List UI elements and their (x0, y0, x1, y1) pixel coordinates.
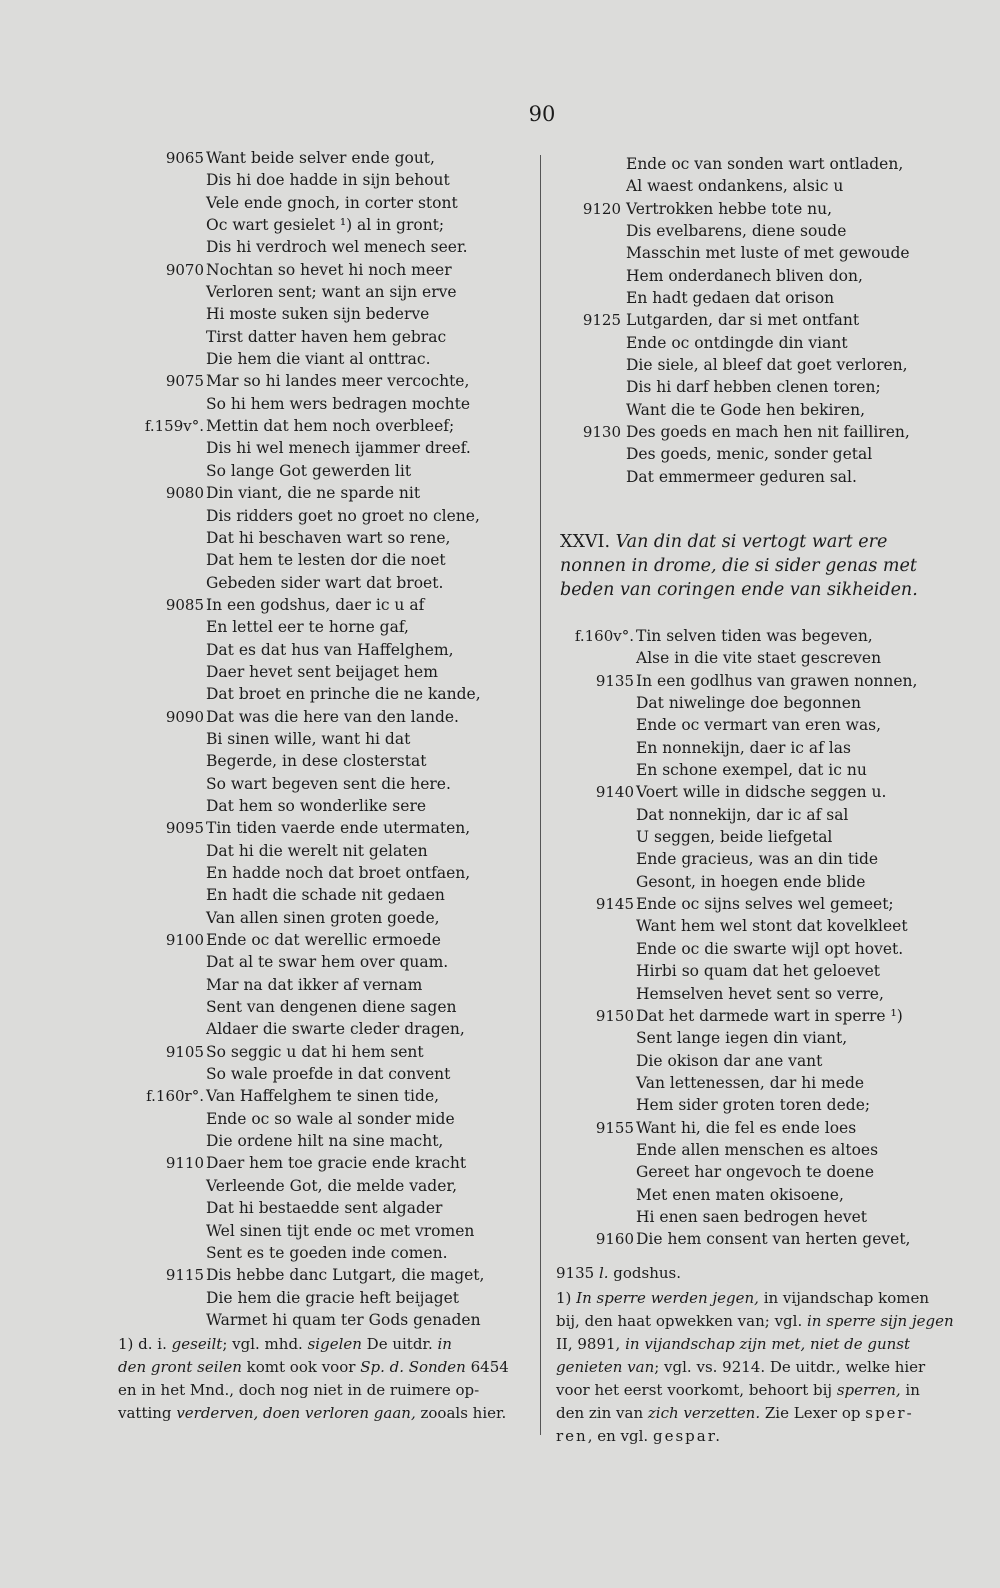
verse-line (118, 437, 518, 459)
verse-line (548, 220, 948, 242)
verse-line (548, 242, 948, 264)
verse-line (118, 393, 518, 415)
verse-line (118, 348, 518, 370)
verse-text: Die siele, al bleef dat goet verloren, (626, 356, 908, 375)
verse-line (118, 1130, 518, 1152)
verse-text: Want hem wel stont dat kovelkleet (636, 917, 908, 936)
verse-line (548, 781, 948, 803)
verse-line (118, 549, 518, 571)
verse-number: 9160 (595, 1230, 634, 1249)
verse-text: Dis hi doe hadde in sijn behout (206, 171, 450, 190)
verse-line (118, 661, 518, 683)
chapter-title-line: nonnen in drome, die si sider genas met (560, 556, 917, 576)
verse-line (548, 983, 948, 1005)
verse-number: 9110 (165, 1154, 204, 1173)
verse-line (548, 443, 948, 465)
verse-line (548, 737, 948, 759)
verse-line (548, 670, 948, 692)
verse-line (118, 214, 518, 236)
verse-text: Die okison dar ane vant (636, 1051, 823, 1070)
verse-line (548, 714, 948, 736)
verse-line (118, 1041, 518, 1063)
verse-text: Bi sinen wille, want hi dat (206, 729, 411, 748)
verse-text: Ende oc sijns selves wel gemeet; (636, 895, 894, 914)
verse-number: 9150 (595, 1006, 634, 1025)
verse-line (548, 938, 948, 960)
verse-text: Want die te Gode hen bekiren, (626, 400, 866, 419)
verse-text: Verleende Got, die melde vader, (206, 1176, 458, 1195)
verse-text: Hemselven hevet sent so verre, (636, 984, 884, 1003)
verse-line (118, 840, 518, 862)
verse-text: Alse in die vite staet gescreven (636, 649, 882, 668)
footnote-line: 1) d. i. geseilt; vgl. mhd. sigelen De uitdr. in (118, 1335, 452, 1353)
verse-text: Dat es dat hus van Haffelghem, (206, 640, 454, 659)
verse-number: 9080 (165, 484, 204, 503)
verse-line (548, 1027, 948, 1049)
verse-text: Hirbi so quam dat het geloevet (636, 962, 881, 981)
verse-line (548, 647, 948, 669)
verse-line (118, 1018, 518, 1040)
verse-line (118, 728, 518, 750)
verse-text: So seggic u dat hi hem sent (206, 1042, 424, 1061)
verse-text: En hadt gedaen dat orison (626, 289, 835, 308)
left-column (118, 147, 518, 1331)
verse-number: 9155 (595, 1118, 634, 1137)
footnote-line: den gront seilen komt ook voor Sp. d. Sonden 6454 (118, 1358, 509, 1376)
verse-text: Warmet hi quam ter Gods genaden (206, 1310, 481, 1329)
verse-line (118, 281, 518, 303)
verse-text: Dat hem te lesten dor die noet (206, 551, 446, 570)
chapter-title-line: beden van coringen ende van sikheiden. (560, 580, 918, 600)
verse-text: Al waest ondankens, alsic u (626, 177, 844, 196)
verse-text: Dat hem so wonderlike sere (206, 796, 427, 815)
verse-line (118, 817, 518, 839)
verse-text: So wale proefde in dat convent (206, 1065, 451, 1084)
verse-line (118, 192, 518, 214)
verse-text: U seggen, beide liefgetal (636, 828, 833, 847)
verse-line (548, 399, 948, 421)
verse-text: Die ordene hilt na sine macht, (206, 1132, 444, 1151)
verse-text: Gereet har ongevoch te doene (636, 1163, 875, 1182)
verse-text: Hem sider groten toren dede; (636, 1096, 871, 1115)
verse-text: Sent es te goeden inde comen. (206, 1243, 448, 1262)
verse-line (118, 147, 518, 169)
verse-text: Met enen maten okisoene, (636, 1185, 844, 1204)
verse-line (118, 505, 518, 527)
verse-line (118, 996, 518, 1018)
verse-line (118, 1085, 518, 1107)
verse-text: Dis hi darf hebben clenen toren; (626, 378, 881, 397)
verse-line (118, 1264, 518, 1286)
verse-text: Hi enen saen bedrogen hevet (636, 1207, 867, 1226)
verse-text: Ende oc die swarte wijl opt hovet. (636, 939, 904, 958)
right-column-bottom (548, 625, 948, 1251)
verse-number: 9075 (165, 372, 204, 391)
verse-line (548, 1184, 948, 1206)
verse-line (548, 1139, 948, 1161)
verse-line (548, 287, 948, 309)
verse-line (118, 259, 518, 281)
verse-number: 9065 (165, 149, 204, 167)
verse-text: Die hem consent van herten gevet, (636, 1230, 911, 1249)
verse-text: Van allen sinen groten goede, (206, 908, 440, 927)
verse-number: f.160r°. (146, 1087, 204, 1106)
verse-line (548, 848, 948, 870)
verse-number: 9120 (582, 199, 621, 218)
verse-text: Tin tiden vaerde ende utermaten, (206, 819, 471, 838)
verse-text: Sent lange iegen din viant, (636, 1029, 848, 1048)
verse-line (118, 706, 518, 728)
verse-text: Nochtan so hevet hi noch meer (206, 260, 452, 279)
verse-line (118, 370, 518, 392)
verse-line (548, 354, 948, 376)
verse-line (118, 929, 518, 951)
verse-line (548, 871, 948, 893)
verse-line (548, 1228, 948, 1250)
footnote-line: ren, en vgl. gespar. (556, 1427, 722, 1445)
verse-text: En lettel eer te horne gaf, (206, 618, 409, 637)
verse-line (548, 1005, 948, 1027)
verse-line (118, 1309, 518, 1331)
verse-text: En hadt die schade nit gedaen (206, 886, 445, 905)
page-number: 90 (528, 102, 556, 126)
column-divider (540, 155, 541, 1435)
verse-line (118, 572, 518, 594)
chapter-title-line: XXVI. Van din dat si vertogt wart ere (560, 532, 888, 552)
verse-number: 9145 (595, 895, 634, 914)
verse-text: Gesont, in hoegen ende blide (636, 872, 866, 891)
verse-line (118, 482, 518, 504)
verse-line (548, 265, 948, 287)
verse-text: Des goeds en mach hen nit failliren, (626, 423, 910, 442)
verse-number: f.160v°. (574, 627, 634, 645)
verse-text: Dis hi verdroch wel menech seer. (206, 238, 468, 257)
verse-text: So lange Got gewerden lit (206, 461, 412, 480)
verse-line (548, 153, 948, 175)
verse-text: Sent van dengenen diene sagen (206, 998, 457, 1017)
verse-text: En schone exempel, dat ic nu (636, 761, 867, 780)
verse-text: In een godlhus van grawen nonnen, (636, 671, 918, 690)
verse-text: Voert wille in didsche seggen u. (636, 783, 887, 802)
verse-text: Vele ende gnoch, in corter stont (206, 193, 458, 212)
verse-line (118, 1197, 518, 1219)
left-footnote (118, 1333, 508, 1425)
verse-line (548, 1072, 948, 1094)
verse-text: Dat hi beschaven wart so rene, (206, 528, 451, 547)
verse-text: Din viant, die ne sparde nit (206, 484, 421, 503)
verse-line (118, 1175, 518, 1197)
verse-line (548, 1050, 948, 1072)
verse-number: 9140 (595, 783, 634, 802)
verse-number: 9090 (165, 707, 204, 726)
verse-text: En hadde noch dat broet ontfaen, (206, 864, 471, 882)
verse-line (118, 616, 518, 638)
verse-text: Van Haffelghem te sinen tide, (206, 1087, 440, 1106)
verse-text: Dat niwelinge doe begonnen (636, 694, 861, 713)
verse-text: Hi moste suken sijn bederve (206, 305, 430, 324)
verse-line (548, 915, 948, 937)
footnote-line: 9135 l. godshus. (556, 1264, 682, 1282)
verse-text: Dat het darmede wart in sperre ¹) (636, 1006, 903, 1025)
verse-text: Mar so hi landes meer vercochte, (206, 372, 470, 391)
verse-number: 9100 (165, 931, 204, 950)
verse-line (118, 460, 518, 482)
verse-line (118, 683, 518, 705)
verse-number: 9105 (165, 1042, 204, 1061)
verse-line (118, 1242, 518, 1264)
verse-number: 9095 (165, 819, 204, 838)
verse-text: Mar na dat ikker af vernam (206, 975, 423, 994)
right-footnote (556, 1262, 956, 1448)
verse-text: Ende oc ontdingde din viant (626, 333, 848, 352)
verse-line (548, 466, 948, 488)
verse-text: Vertrokken hebbe tote nu, (626, 199, 833, 218)
verse-text: Dat al te swar hem over quam. (206, 953, 449, 972)
verse-line (548, 421, 948, 443)
chapter-numeral: XXVI. (560, 532, 611, 552)
verse-text: Ende oc vermart van eren was, (636, 716, 882, 735)
verse-line (548, 826, 948, 848)
footnote-line: genieten van; vgl. vs. 9214. De uitdr., welke hier (556, 1358, 926, 1376)
footnote-line: voor het eerst voorkomt, behoort bij sperren, in (556, 1381, 920, 1399)
verse-line (548, 1161, 948, 1183)
verse-text: Dat emmermeer geduren sal. (626, 467, 857, 486)
verse-line (548, 625, 948, 647)
verse-number: f.159v°. (144, 417, 204, 436)
verse-text: Dat broet en prinche die ne kande, (206, 685, 481, 704)
verse-line (548, 1206, 948, 1228)
verse-text: Des goeds, menic, sonder getal (626, 445, 873, 464)
verse-text: Ende oc van sonden wart ontladen, (626, 155, 904, 173)
verse-line (118, 169, 518, 191)
verse-text: Oc wart gesielet ¹) al in gront; (206, 216, 445, 235)
verse-text: Dat hi bestaedde sent algader (206, 1199, 443, 1218)
verse-number: 9135 (595, 671, 634, 690)
verse-line (548, 893, 948, 915)
verse-text: Wel sinen tijt ende oc met vromen (206, 1221, 475, 1240)
verse-number: 9070 (165, 260, 204, 279)
verse-text: Die hem die viant al onttrac. (206, 350, 431, 369)
footnote-line: den zin van zich verzetten. Zie Lexer op sper- (556, 1404, 914, 1422)
footnote-line: en in het Mnd., doch nog niet in de ruimere op- (118, 1381, 480, 1399)
verse-line (118, 951, 518, 973)
verse-line (118, 415, 518, 437)
verse-line (118, 527, 518, 549)
verse-line (118, 594, 518, 616)
verse-line (118, 1152, 518, 1174)
verse-line (548, 759, 948, 781)
verse-text: Daer hevet sent beijaget hem (206, 662, 438, 681)
verse-line (118, 1220, 518, 1242)
footnote-line: II, 9891, in vijandschap zijn met, niet de gunst (556, 1335, 911, 1353)
verse-line (548, 376, 948, 398)
verse-line (118, 1063, 518, 1085)
verse-line (548, 1094, 948, 1116)
verse-line (548, 332, 948, 354)
verse-text: Want beide selver ende gout, (206, 149, 435, 167)
verse-line (548, 1117, 948, 1139)
footnote-line: bij, den haat opwekken van; vgl. in sperre sijn jegen (556, 1312, 954, 1330)
chapter-heading (560, 530, 960, 602)
verse-line (548, 309, 948, 331)
verse-line (118, 773, 518, 795)
verse-text: Dis evelbarens, diene soude (626, 222, 847, 241)
verse-number: 9130 (582, 423, 621, 442)
verse-text: Dat nonnekijn, dar ic af sal (636, 805, 849, 824)
verse-text: Masschin met luste of met gewoude (626, 244, 910, 263)
verse-line (118, 639, 518, 661)
verse-text: Dat was die here van den lande. (206, 707, 459, 726)
verse-number: 9125 (582, 311, 621, 330)
verse-line (118, 303, 518, 325)
verse-line (118, 326, 518, 348)
verse-line (118, 862, 518, 884)
verse-text: So hi hem wers bedragen mochte (206, 394, 471, 413)
verse-text: Van lettenessen, dar hi mede (636, 1073, 865, 1092)
verse-text: Dis ridders goet no groet no clene, (206, 506, 480, 525)
verse-line (118, 795, 518, 817)
footnote-line: 1) In sperre werden jegen, in vijandschap komen (556, 1289, 929, 1307)
verse-number: 9115 (165, 1266, 204, 1285)
verse-line (548, 692, 948, 714)
verse-line (548, 960, 948, 982)
verse-number: 9085 (165, 595, 204, 614)
verse-text: Daer hem toe gracie ende kracht (206, 1154, 467, 1173)
right-column-top (548, 153, 948, 488)
verse-line (118, 974, 518, 996)
verse-text: Die hem die gracie heft beijaget (206, 1288, 460, 1307)
verse-line (548, 804, 948, 826)
verse-text: Ende allen menschen es altoes (636, 1140, 879, 1159)
verse-text: Ende oc so wale al sonder mide (206, 1109, 455, 1128)
verse-line (548, 175, 948, 197)
verse-line (118, 1108, 518, 1130)
verse-line (118, 884, 518, 906)
verse-text: Ende gracieus, was an din tide (636, 850, 879, 869)
verse-text: In een godshus, daer ic u af (206, 595, 425, 614)
verse-line (118, 1287, 518, 1309)
verse-text: Dat hi die werelt nit gelaten (206, 841, 428, 860)
footnote-line: vatting verderven, doen verloren gaan, zooals hier. (118, 1404, 507, 1422)
verse-line (118, 236, 518, 258)
verse-text: Verloren sent; want an sijn erve (206, 283, 457, 302)
verse-text: Aldaer die swarte cleder dragen, (206, 1020, 465, 1039)
verse-text: En nonnekijn, daer ic af las (636, 738, 851, 757)
verse-line (548, 198, 948, 220)
verse-text: Tirst datter haven hem gebrac (206, 327, 447, 346)
verse-text: Ende oc dat werellic ermoede (206, 931, 441, 950)
verse-text: Lutgarden, dar si met ontfant (626, 311, 860, 330)
verse-text: Want hi, die fel es ende loes (636, 1118, 857, 1137)
verse-line (118, 907, 518, 929)
verse-text: Mettin dat hem noch overbleef; (206, 417, 455, 436)
verse-text: So wart begeven sent die here. (206, 774, 451, 793)
verse-text: Tin selven tiden was begeven, (636, 627, 873, 645)
verse-text: Begerde, in dese closterstat (206, 752, 427, 771)
verse-text: Gebeden sider wart dat broet. (206, 573, 444, 592)
verse-text: Dis hi wel menech ijammer dreef. (206, 439, 471, 458)
verse-text: Hem onderdanech bliven don, (626, 266, 863, 285)
verse-line (118, 750, 518, 772)
verse-text: Dis hebbe danc Lutgart, die maget, (206, 1266, 485, 1285)
